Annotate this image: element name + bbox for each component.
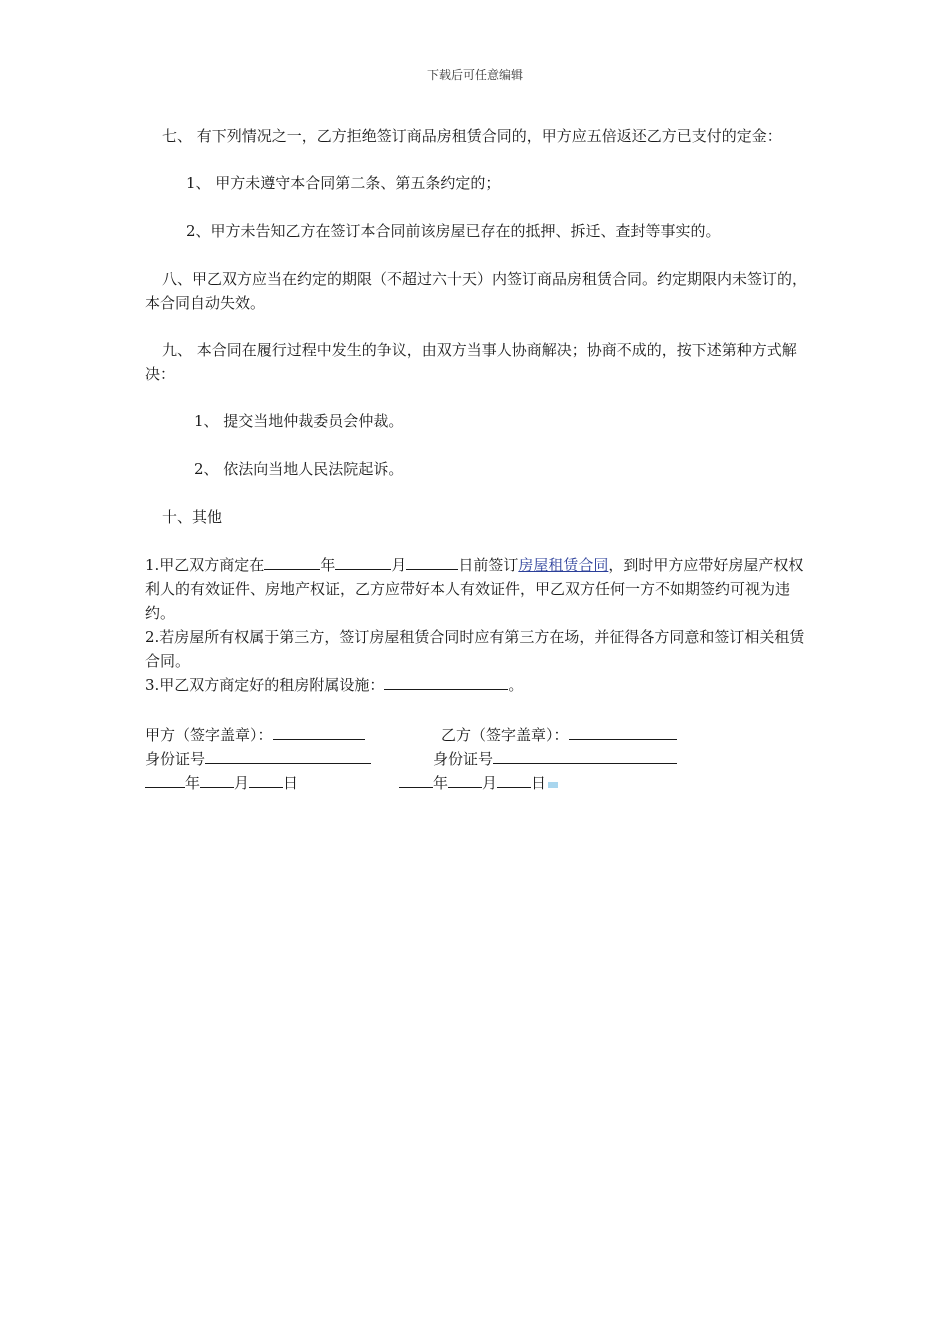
selection-marker bbox=[548, 782, 558, 788]
party-a-id-label: 身份证号 bbox=[145, 750, 206, 768]
clause-seven-item-1: 1、 甲方未遵守本合同第二条、第五条约定的； bbox=[186, 174, 501, 192]
party-b-label: 乙方（签字盖章）： bbox=[441, 726, 569, 744]
party-a-sign-blank[interactable] bbox=[273, 723, 365, 740]
clause-nine: 九、 本合同在履行过程中发生的争议，由双方当事人协商解决；协商不成的，按下述第种方式解决： bbox=[145, 341, 797, 383]
item-1-suffix: ，到时甲方应带好房屋产权权利人的有效证件、房地产权证，乙方应带好本人有效证件，甲乙双方任何一方不如期签约可视为违约。 bbox=[145, 556, 804, 622]
party-a-date bbox=[145, 771, 298, 795]
party-a-month-blank[interactable] bbox=[200, 771, 234, 788]
clause-seven-item-2: 2、甲方未告知乙方在签订本合同前该房屋已存在的抵押、拆迁、查封等事实的。 bbox=[186, 222, 721, 240]
date-row bbox=[145, 771, 807, 795]
clause-nine-item-2: 2、 依法向当地人民法院起诉。 bbox=[194, 460, 404, 478]
party-b-day-blank[interactable] bbox=[497, 771, 531, 788]
month-label: 月 bbox=[391, 556, 407, 574]
party-a-day-label: 日 bbox=[283, 774, 299, 792]
party-a-year-blank[interactable] bbox=[145, 771, 185, 788]
clause-nine-item-1: 1、 提交当地仲裁委员会仲裁。 bbox=[194, 412, 404, 430]
clause-ten-heading: 十、其他 bbox=[162, 508, 223, 526]
item-3-prefix: 3.甲乙双方商定好的租房附属设施： bbox=[145, 676, 385, 694]
party-a-signature bbox=[145, 723, 365, 747]
party-b-month-blank[interactable] bbox=[448, 771, 482, 788]
item-1-prefix: 1.甲乙双方商定在 bbox=[145, 556, 265, 574]
month-blank[interactable] bbox=[335, 553, 391, 570]
party-b-id-label: 身份证号 bbox=[433, 750, 494, 768]
party-b-date bbox=[399, 771, 558, 795]
day-blank[interactable] bbox=[406, 553, 458, 570]
id-row bbox=[145, 747, 807, 771]
party-a-id bbox=[145, 747, 371, 771]
year-label: 年 bbox=[320, 556, 336, 574]
clause-seven: 七、 有下列情况之一，乙方拒绝签订商品房租赁合同的，甲方应五倍返还乙方已支付的定金： bbox=[162, 127, 782, 145]
contract-body bbox=[145, 124, 807, 795]
party-b-year-blank[interactable] bbox=[399, 771, 433, 788]
party-a-day-blank[interactable] bbox=[249, 771, 283, 788]
header-note: 下载后可任意编辑 bbox=[426, 68, 523, 82]
clause-ten-item-2: 2.若房屋所有权属于第三方，签订房屋租赁合同时应有第三方在场，并征得各方同意和签订相关租赁合同。 bbox=[145, 628, 805, 670]
party-b-sign-blank[interactable] bbox=[569, 723, 677, 740]
party-a-id-blank[interactable] bbox=[205, 747, 371, 764]
item-3-suffix: 。 bbox=[508, 676, 524, 694]
party-b-signature bbox=[441, 723, 677, 747]
signature-block bbox=[145, 723, 807, 795]
party-b-year-label: 年 bbox=[433, 774, 449, 792]
party-a-month-label: 月 bbox=[234, 774, 250, 792]
party-a-year-label: 年 bbox=[185, 774, 201, 792]
party-a-label: 甲方（签字盖章）： bbox=[145, 726, 273, 744]
party-b-month-label: 月 bbox=[482, 774, 498, 792]
clause-eight: 八、甲乙双方应当在约定的期限（不超过六十天）内签订商品房租赁合同。约定期限内未签订的，本合同自动失效。 bbox=[145, 270, 808, 312]
signature-row bbox=[145, 723, 807, 747]
facilities-blank[interactable] bbox=[384, 673, 508, 690]
party-b-id-blank[interactable] bbox=[493, 747, 677, 764]
day-before-label: 日前签订 bbox=[458, 556, 519, 574]
year-blank[interactable] bbox=[264, 553, 320, 570]
lease-contract-link[interactable]: 房屋租赁合同 bbox=[518, 556, 609, 574]
party-b-day-label: 日 bbox=[531, 774, 547, 792]
party-b-id bbox=[433, 747, 677, 771]
clause-ten-item-3 bbox=[145, 673, 807, 697]
clause-ten-item-1 bbox=[145, 553, 807, 625]
